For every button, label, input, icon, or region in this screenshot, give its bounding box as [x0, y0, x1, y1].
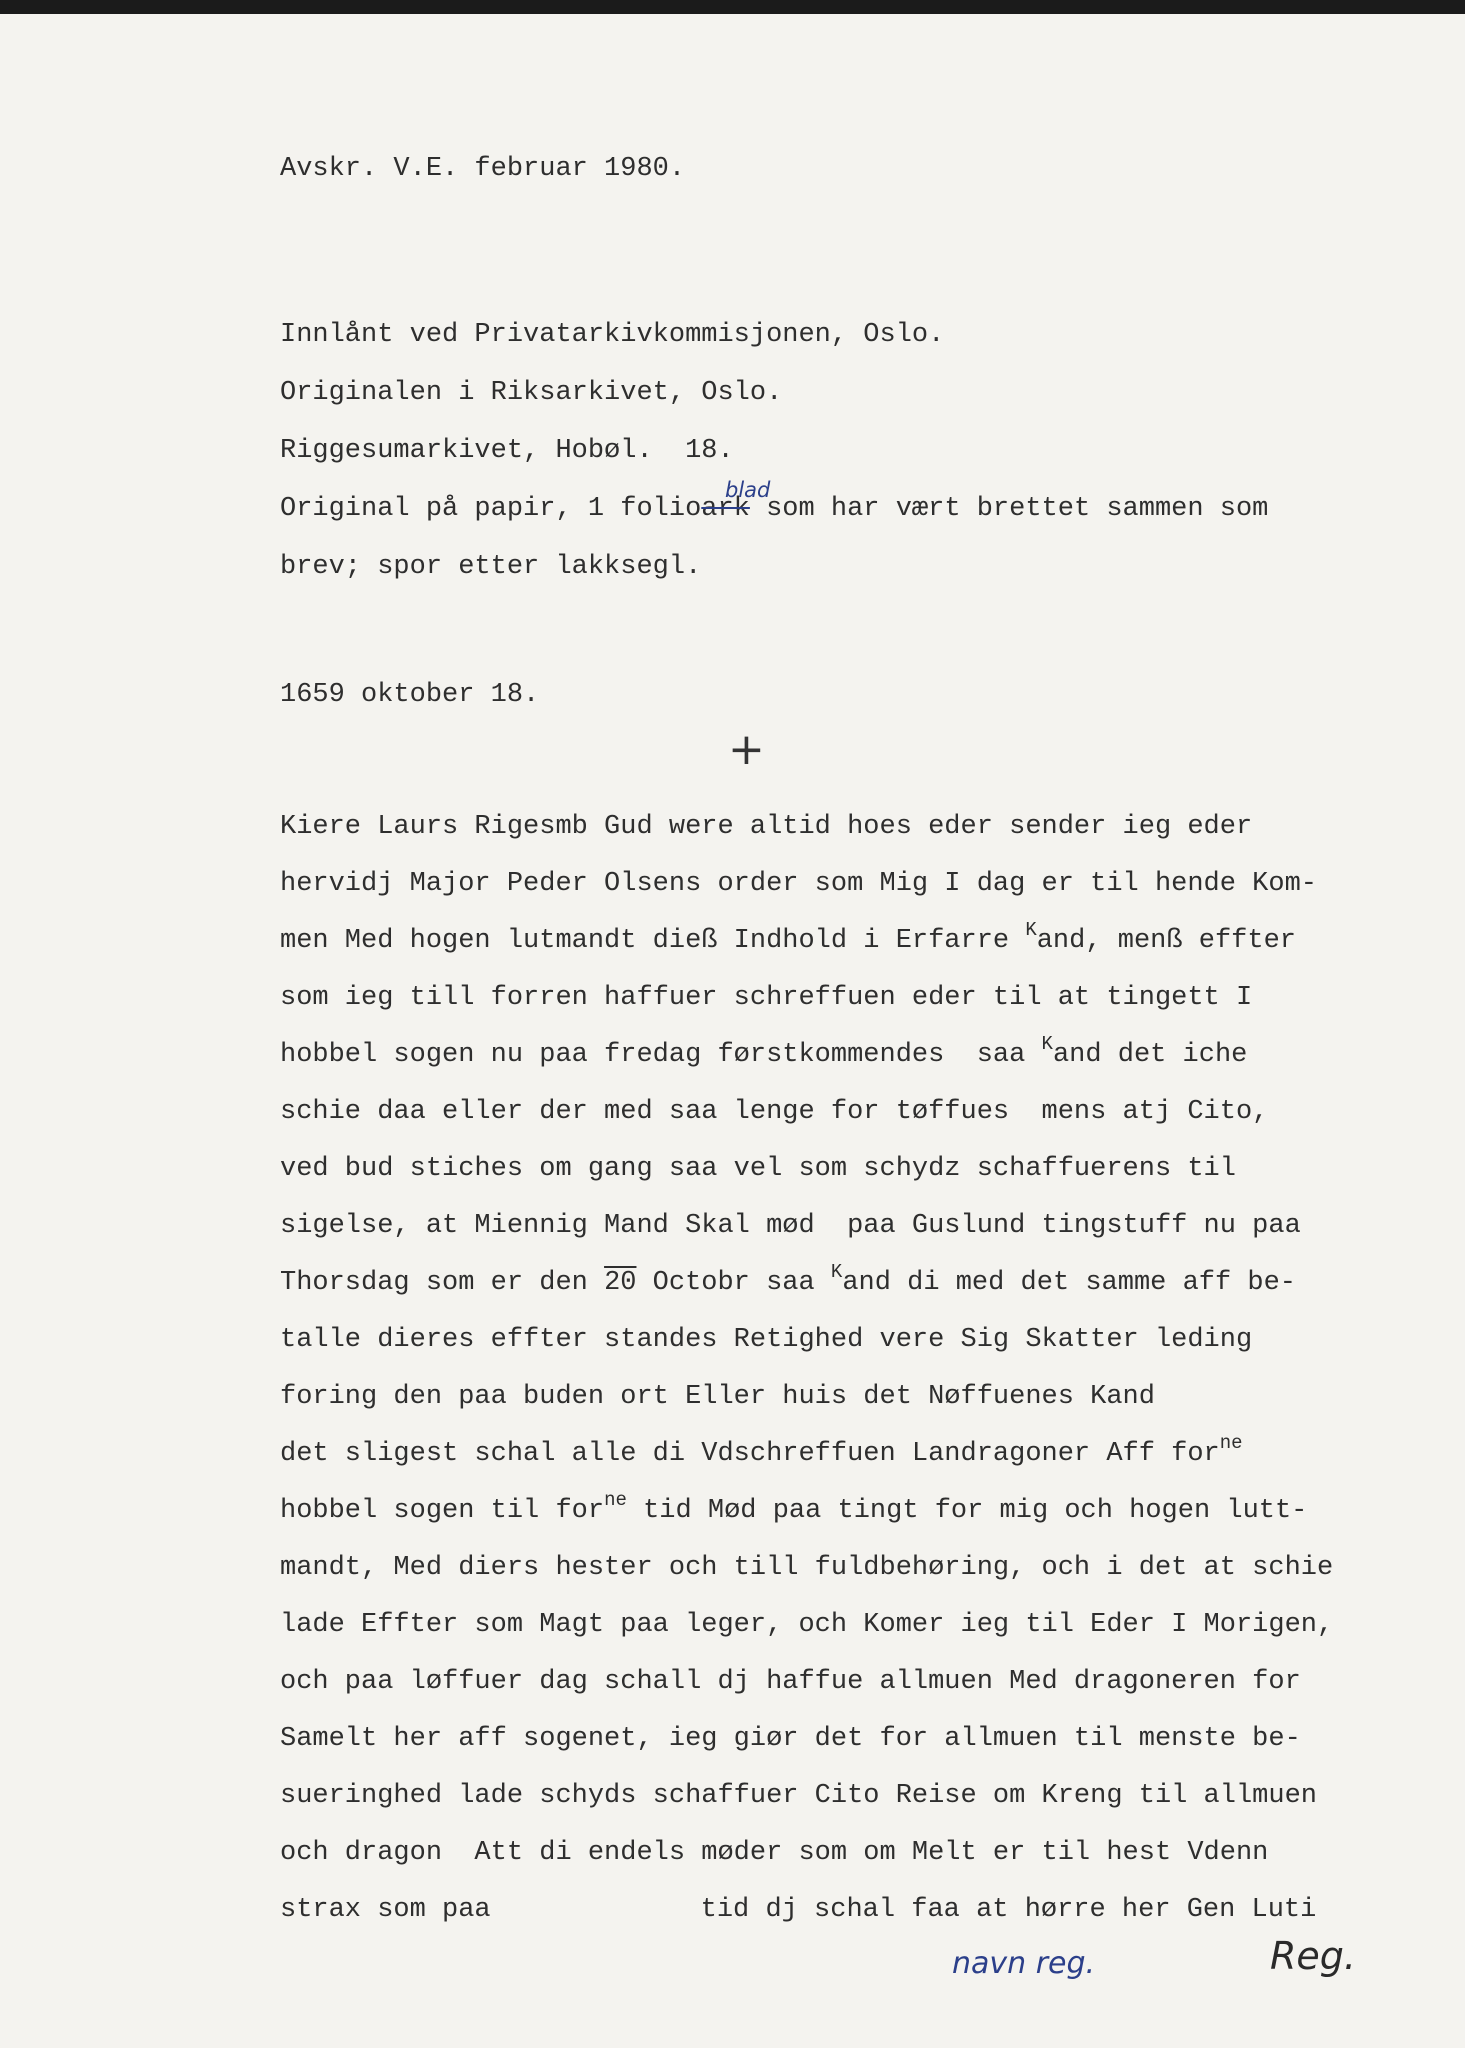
superscript: K	[830, 1261, 843, 1283]
typed-text-block	[280, 14, 1410, 1925]
body-line-5	[280, 1033, 1248, 1072]
scan-top-edge	[0, 0, 1465, 14]
document-page	[0, 14, 1465, 2048]
struck-word: ark	[701, 494, 750, 524]
body-line-13-start: hobbel sogen til for	[280, 1496, 605, 1526]
source-line-2: Originalen i Riksarkivet, Oslo.	[280, 378, 783, 408]
body-line-1: Kiere Laurs Rigesmb Gud were altid hoes eder sender ieg eder	[280, 812, 1253, 842]
body-line-3-start: men Med hogen lutmandt dieß Indhold i Erfarre	[280, 926, 1026, 956]
body-line-7: ved bud stiches om gang saa vel som schydz schaffuerens til	[280, 1154, 1236, 1184]
transcription-note: Avskr. V.E. februar 1980.	[280, 154, 686, 184]
source-line-5: brev; spor etter lakksegl.	[280, 552, 702, 582]
body-line-3	[280, 919, 1296, 958]
source-line-4-end: som har vært brettet sammen som	[749, 494, 1269, 524]
body-line-8: sigelse, at Miennig Mand Skal mød paa Guslund tingstuff nu paa	[280, 1211, 1301, 1241]
body-line-12	[280, 1432, 1243, 1471]
body-line-12-start: det sligest schal alle di Vdschreffuen Landragoner Aff for	[280, 1439, 1220, 1469]
body-line-9-mid: Octobr saa	[636, 1268, 831, 1298]
body-line-5-start: hobbel sogen nu paa fredag førstkommendes saa	[280, 1040, 1042, 1070]
handwritten-note-black: Reg.	[1270, 1934, 1356, 1978]
body-line-13	[280, 1489, 1308, 1528]
body-line-20-start: strax som paa	[280, 1895, 491, 1925]
superscript: K	[1025, 919, 1037, 941]
source-line-4	[280, 492, 1268, 526]
source-line-1: Innlånt ved Privatarkivkommisjonen, Oslo.	[280, 320, 945, 350]
cross-mark: +	[728, 724, 765, 775]
body-line-3-end: and, menß effter	[1036, 926, 1296, 956]
body-line-9-end: and di med det samme aff be-	[842, 1268, 1296, 1298]
document-date: 1659 oktober 18.	[280, 680, 540, 710]
source-line-4-start: Original på papir, 1 folio	[280, 494, 702, 524]
body-line-15: lade Effter som Magt paa leger, och Komer ieg til Eder I Morigen,	[280, 1610, 1334, 1640]
body-line-9-start: Thorsdag som er den	[280, 1268, 605, 1298]
body-line-16: och paa løffuer dag schall dj haffue allmuen Med dragoneren for	[280, 1667, 1301, 1697]
superscript: K	[1041, 1033, 1053, 1055]
body-line-11: foring den paa buden ort Eller huis det Nøffuenes Kand	[280, 1382, 1155, 1412]
body-line-13-end: tid Mød paa tingt for mig och hogen lutt-	[626, 1496, 1308, 1526]
body-line-10: talle dieres effter standes Retighed vere Sig Skatter leding	[280, 1325, 1253, 1355]
body-line-6: schie daa eller der med saa lenge for tøffues mens atj Cito,	[280, 1097, 1269, 1127]
body-line-17: Samelt her aff sogenet, ieg giør det for allmuen til menste be-	[280, 1724, 1301, 1754]
body-line-5-end: and det iche	[1052, 1040, 1248, 1070]
superscript: ne	[1219, 1432, 1243, 1454]
source-line-3: Riggesumarkivet, Hobøl. 18.	[280, 436, 734, 466]
handwritten-note-blue: navn reg.	[952, 1946, 1096, 1981]
body-line-20	[280, 1893, 1316, 1927]
superscript: ne	[604, 1489, 627, 1511]
body-line-18: sueringhed lade schyds schaffuer Cito Reise om Kreng til allmuen	[280, 1781, 1317, 1811]
body-line-19: och dragon Att di endels møder som om Melt er til hest Vdenn	[280, 1838, 1269, 1868]
handwritten-insert: blad	[725, 478, 771, 502]
body-line-9	[280, 1261, 1296, 1300]
body-line-20-end: tid dj schal faa at hørre her Gen Luti	[700, 1895, 1317, 1925]
overlined-number: 20	[604, 1268, 637, 1298]
body-line-2: hervidj Major Peder Olsens order som Mig I dag er til hende Kom-	[280, 869, 1317, 899]
body-line-4: som ieg till forren haffuer schreffuen eder til at tingett I	[280, 983, 1253, 1013]
body-line-14: mandt, Med diers hester och till fuldbehøring, och i det at schie	[280, 1553, 1334, 1583]
